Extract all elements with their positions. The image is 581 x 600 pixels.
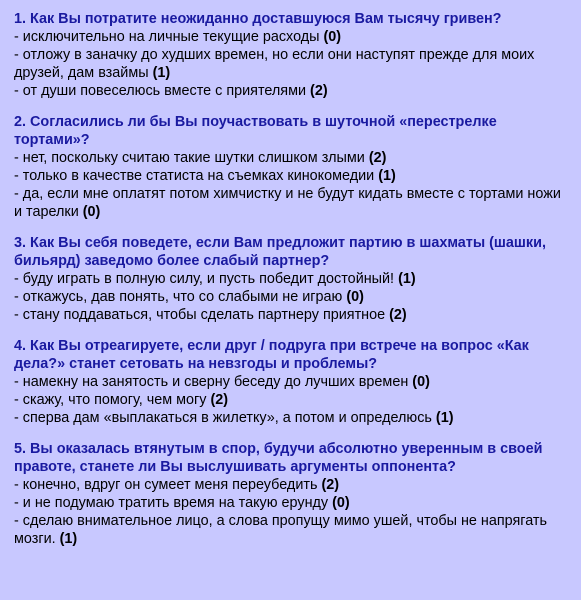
answer-option: - от души повеселюсь вместе с приятелями (2): [14, 83, 328, 99]
question-title: [14, 234, 567, 270]
answer-option: - отложу в заначку до худших времен, но если они наступят прежде для моих друзей, дам взаймы (1): [14, 47, 535, 81]
answer-text: нет, поскольку считаю такие шутки слишком злыми: [22, 150, 365, 166]
answer-score: (2): [389, 307, 407, 323]
answer-text: сделаю внимательное лицо, а слова пропущу мимо ушей, чтобы не напрягать мозги.: [14, 513, 548, 547]
answer-text: и не подумаю тратить время на такую ерунду: [22, 495, 329, 511]
question-number: 5.: [14, 441, 27, 457]
question-number: 1.: [14, 11, 27, 27]
answer-text: конечно, вдруг он сумеет меня переубедить: [22, 477, 318, 493]
question-text: Согласились ли бы Вы поучаствовать в шуточной «перестрелке тортами»?: [14, 114, 497, 148]
answer-score: (0): [323, 29, 342, 45]
answer-option: - скажу, что помогу, чем могу (2): [14, 392, 229, 408]
answer-option: - и не подумаю тратить время на такую ерунду (0): [14, 495, 350, 511]
question-5: [14, 440, 567, 548]
question-text: Вы оказалась втянутым в спор, будучи абсолютно уверенным в своей правоте, станете ли Вы выслушивать аргументы оппонента?: [14, 441, 543, 475]
question-title: [14, 113, 567, 149]
answer-text: от души повеселюсь вместе с приятелями: [22, 83, 307, 99]
answer-score: (2): [368, 150, 387, 166]
question-text: Как Вы потратите неожиданно доставшуюся Вам тысячу гривен?: [30, 11, 502, 27]
answer-text: откажусь, дав понять, что со слабыми не играю: [22, 289, 343, 305]
answer-option: - сперва дам «выплакаться в жилетку», а потом и определюсь (1): [14, 410, 454, 426]
answer-option: - конечно, вдруг он сумеет меня переубедить (2): [14, 477, 340, 493]
answer-score: (1): [59, 531, 78, 547]
answer-score: (1): [378, 168, 396, 184]
question-number: 4.: [14, 338, 27, 354]
answer-score: (1): [398, 271, 416, 287]
question-3: [14, 234, 567, 324]
answer-score: (0): [82, 204, 101, 220]
question-number: 2.: [14, 114, 27, 130]
answer-option: - намекну на занятость и сверну беседу до лучших времен (0): [14, 374, 430, 390]
answer-score: (2): [310, 83, 328, 99]
answer-text: скажу, что помогу, чем могу: [22, 392, 207, 408]
answer-score: (0): [412, 374, 430, 390]
answer-text: только в качестве статиста на съемках кинокомедии: [22, 168, 375, 184]
question-title: [14, 10, 567, 28]
answer-option: - исключительно на личные текущие расходы (0): [14, 29, 342, 45]
answer-option: - стану поддаваться, чтобы сделать партнеру приятное (2): [14, 307, 407, 323]
answer-score: (1): [152, 65, 171, 81]
answer-score: (1): [435, 410, 454, 426]
question-number: 3.: [14, 235, 27, 251]
question-title: [14, 440, 567, 476]
question-text: Как Вы себя поведете, если Вам предложит партию в шахматы (шашки, бильярд) заведомо более слабый партнер?: [14, 235, 546, 269]
answer-text: исключительно на личные текущие расходы: [22, 29, 320, 45]
answer-text: намекну на занятость и сверну беседу до лучших времен: [22, 374, 409, 390]
answer-option: - буду играть в полную силу, и пусть победит достойный! (1): [14, 271, 416, 287]
answer-text: отложу в заначку до худших времен, но если они наступят прежде для моих друзей, дам взаймы: [14, 47, 535, 81]
question-1: [14, 10, 567, 100]
question-text: Как Вы отреагируете, если друг / подруга при встрече на вопрос «Как дела?» станет сетовать на невзгоды и проблемы?: [14, 338, 529, 372]
answer-score: (2): [321, 477, 340, 493]
answer-option: - только в качестве статиста на съемках кинокомедии (1): [14, 168, 396, 184]
answer-text: стану поддаваться, чтобы сделать партнеру приятное: [22, 307, 386, 323]
answer-text: сперва дам «выплакаться в жилетку», а потом и определюсь: [22, 410, 432, 426]
answer-option: - сделаю внимательное лицо, а слова пропущу мимо ушей, чтобы не напрягать мозги. (1): [14, 513, 548, 547]
answer-score: (0): [346, 289, 364, 305]
answer-text: да, если мне оплатят потом химчистку и не будут кидать вместе с тортами ножи и тарелки: [14, 186, 561, 220]
question-title: [14, 337, 567, 373]
question-4: [14, 337, 567, 427]
answer-option: - да, если мне оплатят потом химчистку и не будут кидать вместе с тортами ножи и тарелки (0): [14, 186, 561, 220]
answer-option: - нет, поскольку считаю такие шутки слишком злыми (2): [14, 150, 387, 166]
question-2: [14, 113, 567, 221]
answer-score: (0): [332, 495, 350, 511]
answer-option: - откажусь, дав понять, что со слабыми не играю (0): [14, 289, 364, 305]
answer-score: (2): [210, 392, 229, 408]
answer-text: буду играть в полную силу, и пусть победит достойный!: [22, 271, 395, 287]
